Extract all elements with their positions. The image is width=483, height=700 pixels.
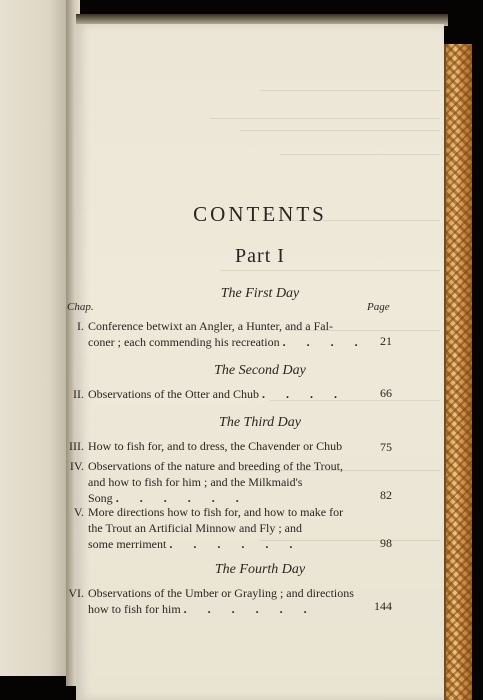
page-column-label: Page [367,301,390,313]
leader-dots: . . . . . . [183,602,316,616]
chapter-number: III. [69,439,84,453]
part-heading: Part I [235,245,285,267]
entry-text: some merriment [88,537,167,551]
leader-dots: . . . . [282,335,367,349]
toc-entry-3 [62,438,362,454]
chap-column-label: Chap. [67,301,94,313]
chapter-number: II. [73,387,84,401]
page-number: 75 [380,440,392,454]
day-heading-second: The Second Day [214,363,306,378]
page-number: 144 [374,599,392,613]
entry-text: How to fish for, and to dress, the Chavender or Chub [88,439,343,453]
toc-entry-4 [62,458,362,506]
chapter-number: I. [77,319,84,333]
chapter-number: V. [73,505,84,519]
entry-text: Observations of the nature and breeding of the Trout, [88,459,343,473]
day-heading-third: The Third Day [219,415,301,430]
toc-entry-5 [62,504,362,552]
toc-entry-2 [62,386,362,402]
page-number: 66 [380,386,392,400]
entry-text: how to fish for him [88,602,181,616]
leader-dots: . . . . . . [169,537,302,551]
entry-text: Song [88,491,113,505]
day-heading-first: The First Day [220,286,300,301]
entry-text: Observations of the Otter and Chub [88,387,259,401]
page-number: 98 [380,536,392,550]
entry-text: coner ; each commending his recreation [88,335,280,349]
entry-text: Conference betwixt an Angler, a Hunter, and a Fal- [88,319,333,333]
chapter-number: VI. [68,586,84,600]
entry-text: and how to fish for him ; and the Milkmaid's [88,475,303,489]
chapter-number: IV. [69,459,84,473]
day-heading-fourth: The Fourth Day [214,562,306,577]
leader-dots: . . . . . . [115,491,248,505]
page-number: 82 [380,488,392,502]
entry-text: More directions how to fish for, and how to make for [88,505,344,519]
entry-text: the Trout an Artificial Minnow and Fly ; and [88,521,302,535]
toc-entry-6 [62,585,362,617]
page-number: 21 [380,334,392,348]
contents-title: CONTENTS [193,202,327,226]
toc-entry-1 [62,318,367,350]
entry-text: Observations of the Umber or Grayling ; and directions [88,586,354,600]
leader-dots: . . . . [261,387,346,401]
